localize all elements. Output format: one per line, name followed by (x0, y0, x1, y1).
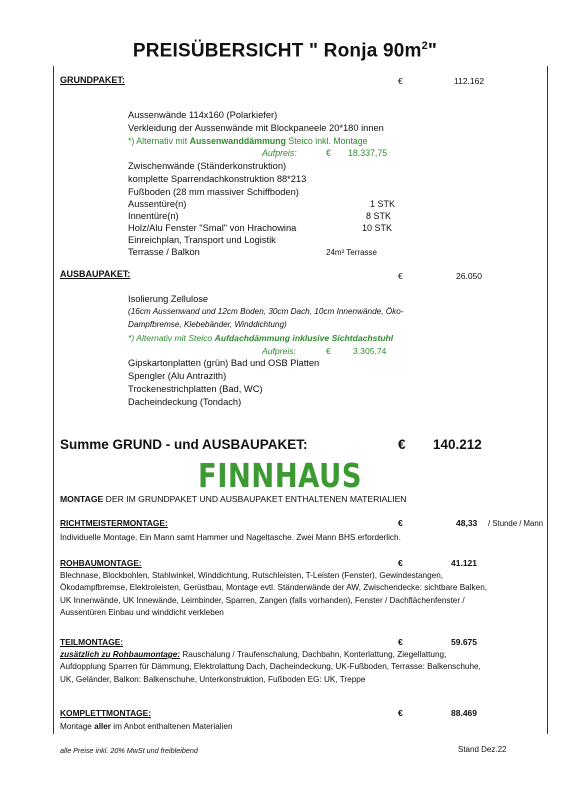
ausbaupaket-aufpreis-label: Aufpreis: (262, 346, 296, 356)
rohbau-euro: € (398, 558, 403, 568)
einreichplan-item: Einreichplan, Transport und Logistik (128, 235, 276, 245)
ausbaupaket-alternative: *) Alternativ mit Steico Aufdachdämmung inklusive Sichtdachstuhl (128, 333, 394, 343)
grundpaket-aufpreis-label: Aufpreis: (262, 148, 297, 158)
grundpaket-alternative: *) Alternativ mit Aussenwanddämmung Steico inkl. Montage (128, 136, 368, 146)
qty-item-label: Aussentüre(n) (128, 199, 187, 209)
qty-item-value: 1 STK (370, 199, 396, 209)
komplett-text: Montage aller im Anbot enthaltenen Materialien (60, 722, 233, 731)
grundpaket-item: Aussenwände 114x160 (Polarkiefer) (128, 110, 278, 120)
footer-stand: Stand Dez.22 (458, 745, 507, 754)
teil-header: TEILMONTAGE: (60, 637, 124, 647)
qty-item-label: Innentüre(n) (128, 211, 179, 221)
summe-value: 140.212 (433, 437, 482, 452)
grundpaket-euro: € (398, 76, 403, 86)
montage-intro: MONTAGE DER IM GRUNDPAKET UND AUSBAUPAKET ENTHALTENEN MATERIALIEN (60, 494, 407, 504)
terrasse-value: 24m² Terrasse (326, 248, 377, 257)
komplett-value: 88.469 (451, 708, 477, 718)
grundpaket-aufpreis-euro: € (326, 148, 331, 158)
teil-value: 59.675 (451, 637, 477, 647)
right-border-line (547, 66, 548, 734)
ausbaupaket-aufpreis-euro: € (326, 346, 331, 356)
rohbau-value: 41.121 (451, 558, 477, 568)
ausbaupaket-item: Gipskartonplatten (grün) Bad und OSB Platten (128, 358, 320, 368)
page-title: PREISÜBERSICHT " Ronja $90m^2$" (132, 40, 438, 62)
svg-text:FINNHAUS: FINNHAUS (198, 456, 362, 495)
grundpaket-item: Fußboden (28 mm massiver Schiffboden) (128, 187, 299, 197)
summe-label: Summe GRUND - und AUSBAUPAKET: (60, 437, 308, 452)
ausbaupaket-euro: € (398, 271, 403, 281)
ausbaupaket-item: Dacheindeckung (Tondach) (128, 397, 242, 407)
grundpaket-price: 112.162 (454, 76, 485, 86)
qty-item-value: 8 STK (366, 211, 392, 221)
grundpaket-aufpreis-value: 18.337,75 (348, 148, 388, 158)
footer-note: alle Preise inkl. 20% MwSt und freibleibend (60, 746, 198, 755)
komplett-euro: € (398, 708, 403, 718)
richtmeister-header: RICHTMEISTERMONTAGE: (60, 518, 168, 528)
richtmeister-value: 48,33 (456, 518, 478, 528)
richtmeister-text: Individuelle Montage. Ein Mann samt Hammer und Nageltasche. Zwei Mann BHS erforderlich. (60, 533, 401, 542)
left-border-line (53, 66, 54, 734)
ausbaupaket-header: AUSBAUPAKET: (60, 269, 131, 279)
richtmeister-euro: € (398, 518, 403, 528)
qty-item-label: Holz/Alu Fenster "Smal" von Hrachowina (128, 223, 297, 233)
isolierung-detail: (16cm Aussenwand und 12cm Boden, 30cm Dach, 10cm Innenwände, Öko- (128, 307, 404, 316)
grundpaket-item: Zwischenwände (Ständerkonstruktion) (128, 161, 287, 171)
ausbaupaket-item: Trockenestrichplatten (Bad, WC) (128, 384, 263, 394)
ausbaupaket-item: Spengler (Alu Antrazith) (128, 371, 227, 381)
finnhaus-logo-image (196, 456, 364, 495)
teil-euro: € (398, 637, 403, 647)
isolierung-detail: Dampfbremse, Klebebänder, Winddichtung) (128, 320, 287, 329)
grundpaket-header: GRUNDPAKET: (60, 75, 125, 85)
richtmeister-unit: / Stunde / Mann (488, 519, 544, 528)
teil-text: zusätzlich zu Rohbaumontage: Rauschalung / Traufenschalung, Dachbahn, Konterlattung, Ziegellattung, Aufdopplung Sparren für Dämmung, Elektrolattung Dach, Dacheindeckung, UK-Fußboden, Terrasse: Balkenschuhe, UK, Geländer, Balkon: Balkenschuhe, Unterkonstruktion, Fußboden EG: UK, Treppe (60, 650, 481, 684)
grundpaket-item: komplette Sparrendachkonstruktion 88*213 (128, 174, 307, 184)
rohbau-header: ROHBAUMONTAGE: (60, 558, 142, 568)
summe-euro: € (398, 437, 406, 452)
finnhaus-logo (196, 458, 364, 497)
terrasse-label: Terrasse / Balkon (128, 247, 200, 257)
rohbau-text: Blechnase, Blockbohlen, Stahlwinkel, Winddichtung, Rutschleisten, T-Leisten (Fenster), Gewindestangen, Ökodampfbremse, Elektroleisten, Gerüstbau, Montage evtl. Ständerwände der AW, Zwischendecke: sichtbare Balken, UK Innenwände, UK Innewände, Leimbinder, Sparren, Zangen (falls vorhanden), Fenster / Dachflächenfenster / Aussentüren Einbau und winddicht verkleben (60, 571, 488, 618)
ausbaupaket-price: 26.050 (456, 271, 482, 281)
komplett-header: KOMPLETTMONTAGE: (60, 708, 152, 718)
ausbaupaket-aufpreis-value: 3.305,74 (353, 346, 387, 356)
qty-item-value: 10 STK (362, 223, 393, 233)
grundpaket-item: Verkleidung der Aussenwände mit Blockpaneele 20*180 innen (128, 123, 384, 133)
isolierung-item: Isolierung Zellulose (128, 294, 209, 304)
